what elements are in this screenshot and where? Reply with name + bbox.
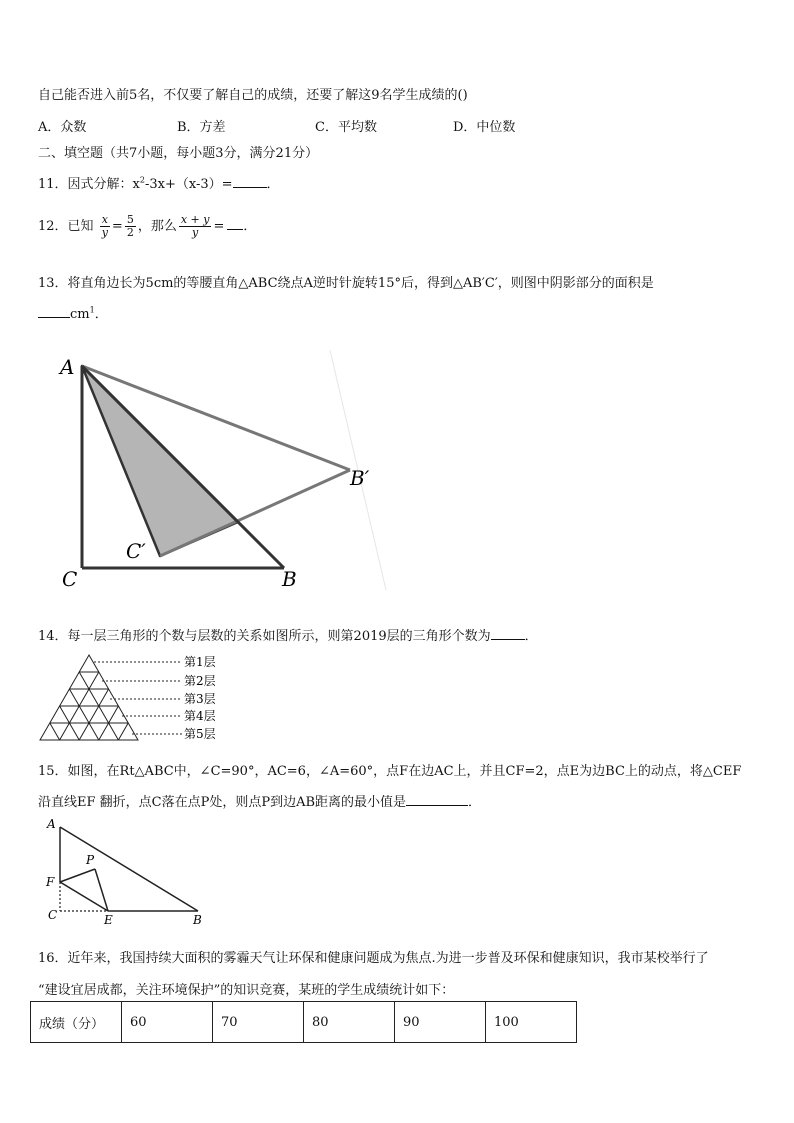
- fraction-numerator: 5: [126, 213, 134, 226]
- answer-blank: [233, 175, 267, 188]
- equals-sign: =: [111, 219, 123, 234]
- segment-ab: [60, 827, 198, 911]
- score-table: [30, 1001, 577, 1043]
- figure-q14-triangle-layers: [36, 650, 236, 746]
- q11-prefix: 11．因式分解：x: [38, 177, 140, 192]
- answer-blank: [227, 217, 243, 230]
- fraction-numerator: x: [101, 213, 108, 226]
- table-cell: 80: [304, 1002, 395, 1043]
- q14-text: 14．每一层三角形的个数与层数的关系如图所示，则第2019层的三角形个数为: [38, 629, 491, 644]
- fraction-numerator: x + y: [180, 213, 210, 226]
- q12-prefix: 12．已知: [38, 219, 94, 234]
- table-cell: 100: [486, 1002, 577, 1043]
- section-2-title: 二、填空题（共7小题，每小题3分，满分21分）: [38, 146, 319, 161]
- label-b-prime: B′: [350, 466, 370, 490]
- question-16: 16．近年来，我国持续大面积的雾霾天气让环保和健康问题成为焦点.为进一步普及环保和健康知识，我市某校举行了: [38, 951, 709, 966]
- q13-unit: cm: [70, 307, 90, 322]
- grid-line: [50, 723, 60, 740]
- question-16-line-2: “建设宜居成都，关注环境保护”的知识竞赛，某班的学生成绩统计如下：: [38, 983, 455, 998]
- outer-triangle: [40, 655, 138, 740]
- label-b: B: [282, 567, 297, 591]
- question-15-line-2: [38, 791, 481, 810]
- q10-option-b: B．方差: [177, 120, 226, 135]
- equals-sign: =: [213, 219, 225, 234]
- table-row: [31, 1002, 577, 1043]
- q12-end: ．: [243, 219, 257, 234]
- fraction-x-over-y: [100, 214, 110, 239]
- q15-end: ．: [468, 795, 482, 810]
- q11-end: ．: [266, 177, 280, 192]
- question-12: [38, 214, 256, 239]
- answer-blank: [38, 305, 70, 318]
- question-13: 13．将直角边长为5cm的等腰直角△ABC绕点A逆时针旋转15°后，得到△AB′C′，则图中阴影部分的面积是: [38, 276, 654, 291]
- question-11: [38, 173, 280, 192]
- grid-line: [118, 723, 128, 740]
- q13-end: ．: [94, 307, 108, 322]
- q11-rest: -3x+（x-3）=: [144, 177, 233, 192]
- triangle-grid: [40, 655, 138, 740]
- label-layer-1: 第1层: [184, 655, 216, 669]
- segment-fp: [60, 869, 95, 882]
- label-e: E: [104, 913, 113, 927]
- figure-q13-rotated-triangles: [40, 350, 400, 600]
- fraction-denominator: y: [101, 226, 108, 239]
- question-10-tail: 自己能否进入前5名，不仅要了解自己的成绩，还要了解这9名学生成绩的(): [38, 88, 468, 103]
- answer-blank: [406, 793, 468, 806]
- fraction-x-plus-y-over-y: [179, 214, 212, 239]
- label-layer-5: 第5层: [184, 727, 216, 741]
- label-layer-2: 第2层: [184, 674, 216, 688]
- question-15: 15．如图，在Rt△ABC中，∠C=90°，AC=6，∠A=60°，点F在边AC上，并且CF=2，点E为边BC上的动点，将△CEF: [38, 764, 742, 779]
- fraction-denominator: y: [192, 226, 199, 239]
- answer-blank: [491, 627, 525, 640]
- q15-line2-text: 沿直线EF 翻折，点C落在点P处，则点P到边AB距离的最小值是: [38, 795, 407, 810]
- label-b: B: [193, 913, 202, 927]
- shaded-region: [82, 366, 238, 556]
- label-a: A: [47, 817, 56, 831]
- q13-unit-exponent: 1: [89, 305, 95, 315]
- label-c: C: [48, 908, 58, 922]
- q10-option-d: D．中位数: [453, 120, 516, 135]
- q12-mid: ，那么: [137, 219, 177, 234]
- question-14: [38, 625, 538, 644]
- label-c: C: [62, 567, 78, 591]
- table-header-cell: 成绩（分）: [31, 1002, 122, 1043]
- q11-exponent: 2: [139, 175, 145, 185]
- q10-option-c: C．平均数: [315, 120, 377, 135]
- table-cell: 60: [122, 1002, 213, 1043]
- question-13-answer-line: [38, 303, 108, 322]
- q10-option-a: A．众数: [38, 120, 87, 135]
- table-cell: 70: [213, 1002, 304, 1043]
- label-layer-4: 第4层: [184, 709, 216, 723]
- label-p: P: [86, 853, 95, 867]
- table-cell: 90: [395, 1002, 486, 1043]
- figure-q15-right-triangle: [40, 815, 220, 927]
- label-f: F: [46, 875, 55, 889]
- q14-end: ．: [524, 629, 538, 644]
- fraction-denominator: 2: [126, 226, 134, 239]
- label-c-prime: C′: [126, 539, 146, 563]
- label-a: A: [60, 355, 75, 379]
- label-layer-3: 第3层: [184, 692, 216, 706]
- fraction-5-over-2: [125, 214, 136, 239]
